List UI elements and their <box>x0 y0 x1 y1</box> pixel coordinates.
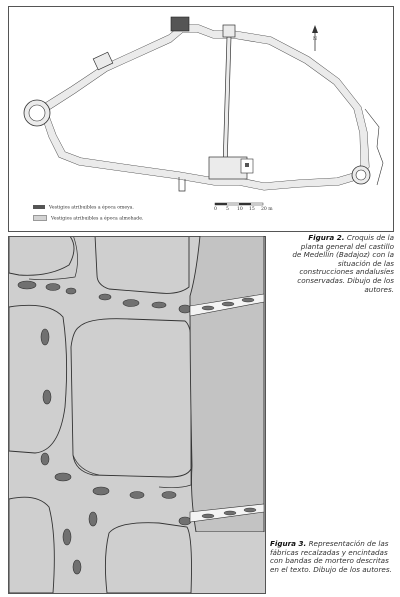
scale-tick-20: 20 m <box>261 207 273 212</box>
strip-chip <box>202 514 214 518</box>
mortar-chip <box>63 529 71 545</box>
strip-chip <box>202 306 214 310</box>
omeya-tower <box>171 17 189 31</box>
wall-face-drawing <box>188 236 392 532</box>
strip-chip <box>244 508 256 512</box>
stone-block <box>9 237 74 275</box>
wall-face-plane <box>190 236 264 532</box>
castle-plan-drawing <box>9 7 393 231</box>
mortar-chip <box>89 512 97 526</box>
legend-swatch-almohade <box>33 215 47 221</box>
wall-face <box>188 236 392 532</box>
mortar-chip <box>55 473 71 481</box>
outer-wall-fill <box>39 25 369 190</box>
strip-chip <box>242 298 254 302</box>
mortar-chip <box>66 288 76 294</box>
stone-block <box>105 523 191 593</box>
figure-2-label: Figura 2. <box>308 233 345 242</box>
mortar-chip <box>46 284 60 291</box>
scale-bar <box>215 203 263 205</box>
mortar-chip <box>41 329 49 345</box>
legend-label-omeya: Vestigios atribuibles a época omeya. <box>49 205 134 211</box>
mortar-chip <box>152 302 166 308</box>
scale-tick-15: 15 <box>249 207 255 212</box>
north-gate-box <box>223 25 235 37</box>
mortar-chip <box>162 492 176 499</box>
scale-tick-5: 5 <box>226 207 229 212</box>
scale-tick-10: 10 <box>237 207 243 212</box>
stone-block <box>95 237 189 293</box>
strip-chip <box>224 511 236 515</box>
legend-swatch-omeya <box>33 205 45 209</box>
figure-3-caption-text: Representación de las fábricas recalzadas y encintadas con bandas de mortero descritas en el texto. Dibujo de los autores. <box>270 539 392 574</box>
stone-block <box>71 319 191 477</box>
stone-block <box>9 497 54 593</box>
mortar-chip <box>93 487 109 495</box>
mortar-chip <box>41 453 49 465</box>
mortar-chip <box>73 560 81 574</box>
mortar-chip <box>43 390 51 404</box>
north-label: N <box>313 37 318 42</box>
stone-block <box>9 305 67 453</box>
mortar-chip <box>99 294 111 300</box>
castle-plan-figure <box>8 6 394 232</box>
figure-3-caption <box>270 540 396 574</box>
scale-tick-0: 0 <box>214 207 217 212</box>
strip-chip <box>222 302 234 306</box>
internal-wall <box>223 37 231 167</box>
figure-3-label: Figura 3. <box>270 539 307 548</box>
legend-item-almohade <box>33 215 143 222</box>
mortar-chip <box>123 300 139 307</box>
mortar-chip <box>130 492 144 499</box>
legend-item-omeya <box>33 205 134 211</box>
legend-label-almohade: Vestigios atribuibles a época almohade. <box>51 216 144 222</box>
mortar-chip <box>18 281 36 289</box>
figure-2-caption-text: Croquis de la planta general del castillo de Medellín (Badajoz) con la situación de las construcciones andalusíes conservadas. Dibujo de los autores. <box>292 233 394 294</box>
